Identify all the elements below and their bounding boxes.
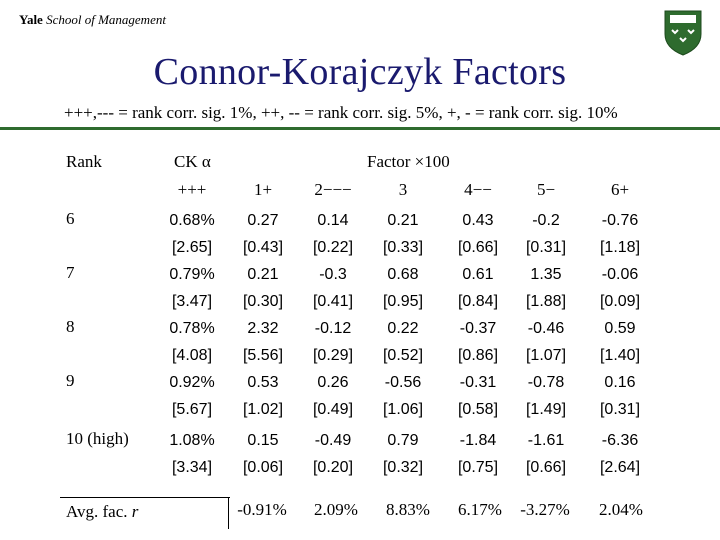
table-tstat: [1.40] [599,347,641,364]
divider-rule [0,127,720,130]
table-value: 0.43 [462,212,494,229]
table-value: 0.79 [387,432,419,449]
avg-factor-value: -3.27% [520,500,570,519]
table-tstat: [0.31] [599,401,641,418]
table-tstat: [0.32] [382,459,424,476]
table-value: -0.37 [459,320,497,337]
sig-label: 6+ [610,180,630,199]
table-value: 0.53 [247,374,279,391]
rank-header: Rank [66,152,102,171]
sig-label: 1+ [253,180,273,199]
table-tstat: [0.41] [312,293,354,310]
brand-school: School of Management [46,12,166,27]
table-value: 0.78% [169,320,215,337]
table-value: -0.46 [527,320,565,337]
avg-factor-label [66,502,138,522]
table-tstat: [0.31] [525,239,567,256]
table-value: -0.12 [314,320,352,337]
avg-factor-value: 6.17% [458,500,502,519]
table-value: 0.92% [169,374,215,391]
table-tstat: [2.65] [171,239,213,256]
table-tstat: [0.84] [457,293,499,310]
sig-label: +++ [177,180,207,199]
avg-factor-r: r [131,502,139,521]
table-value: 2.32 [247,320,279,337]
page-subtitle: +++,--- = rank corr. sig. 1%, ++, -- = rank corr. sig. 5%, +, - = rank corr. sig. 10% [64,103,618,122]
table-tstat: [0.58] [457,401,499,418]
table-tstat: [0.95] [382,293,424,310]
ck-alpha-header: CK α [174,152,211,171]
table-tstat: [0.52] [382,347,424,364]
table-value: 0.61 [462,266,494,283]
table-tstat: [0.06] [242,459,284,476]
table-tstat: [0.66] [457,239,499,256]
avg-factor-value: 2.09% [314,500,358,519]
table-value: 0.16 [604,374,636,391]
table-value: 0.68 [387,266,419,283]
table-value: 0.26 [317,374,349,391]
table-value: -0.3 [319,266,347,283]
table-tstat: [3.34] [171,459,213,476]
table-value: -0.31 [459,374,497,391]
rank-label: 8 [66,317,75,336]
table-tstat: [0.22] [312,239,354,256]
table-tstat: [0.09] [599,293,641,310]
table-tstat: [4.08] [171,347,213,364]
table-tstat: [0.30] [242,293,284,310]
sig-label: 5− [536,180,556,199]
table-value: 0.15 [247,432,279,449]
table-value: 0.22 [387,320,419,337]
table-value: 0.21 [387,212,419,229]
rank-label: 6 [66,209,75,228]
table-value: -0.78 [527,374,565,391]
avg-factor-value: -0.91% [237,500,287,519]
table-value: 0.79% [169,266,215,283]
table-tstat: [5.67] [171,401,213,418]
table-tstat: [1.02] [242,401,284,418]
table-tstat: [0.29] [312,347,354,364]
rank-label: 7 [66,263,75,282]
table-value: 0.27 [247,212,279,229]
brand-yale: Yale [19,12,43,27]
brand-label [19,12,166,28]
page-title: Connor-Korajczyk Factors [153,51,567,93]
table-tstat: [0.33] [382,239,424,256]
table-value: 0.21 [247,266,279,283]
table-tstat: [1.06] [382,401,424,418]
table-value: -1.84 [459,432,497,449]
rank-label: 9 [66,371,75,390]
sig-label: 3 [398,180,408,199]
sig-label: 4−− [464,180,492,199]
table-value: -0.06 [601,266,639,283]
total-separator [228,497,229,529]
factor-header: Factor ×100 [367,152,450,171]
avg-factor-value: 8.83% [386,500,430,519]
table-tstat: [5.56] [242,347,284,364]
table-value: -6.36 [601,432,639,449]
rank-label: 10 (high) [66,429,129,448]
table-tstat: [3.47] [171,293,213,310]
sig-label: 2−−− [314,180,352,199]
avg-factor-value: 2.04% [599,500,643,519]
table-value: 0.14 [317,212,349,229]
table-tstat: [2.64] [599,459,641,476]
table-value: -0.56 [384,374,422,391]
table-tstat: [0.75] [457,459,499,476]
table-value: 1.08% [169,432,215,449]
table-tstat: [0.66] [525,459,567,476]
table-tstat: [0.20] [312,459,354,476]
table-tstat: [1.07] [525,347,567,364]
table-tstat: [0.43] [242,239,284,256]
table-tstat: [0.49] [312,401,354,418]
table-value: 1.35 [530,266,562,283]
table-value: 0.68% [169,212,215,229]
table-tstat: [1.18] [599,239,641,256]
table-tstat: [1.49] [525,401,567,418]
avg-factor-text: Avg. fac. [66,502,132,521]
table-tstat: [0.86] [457,347,499,364]
table-value: 0.59 [604,320,636,337]
table-value: -0.49 [314,432,352,449]
table-tstat: [1.88] [525,293,567,310]
table-value: -0.76 [601,212,639,229]
total-rule [60,497,230,498]
table-value: -0.2 [532,212,560,229]
table-value: -1.61 [527,432,565,449]
